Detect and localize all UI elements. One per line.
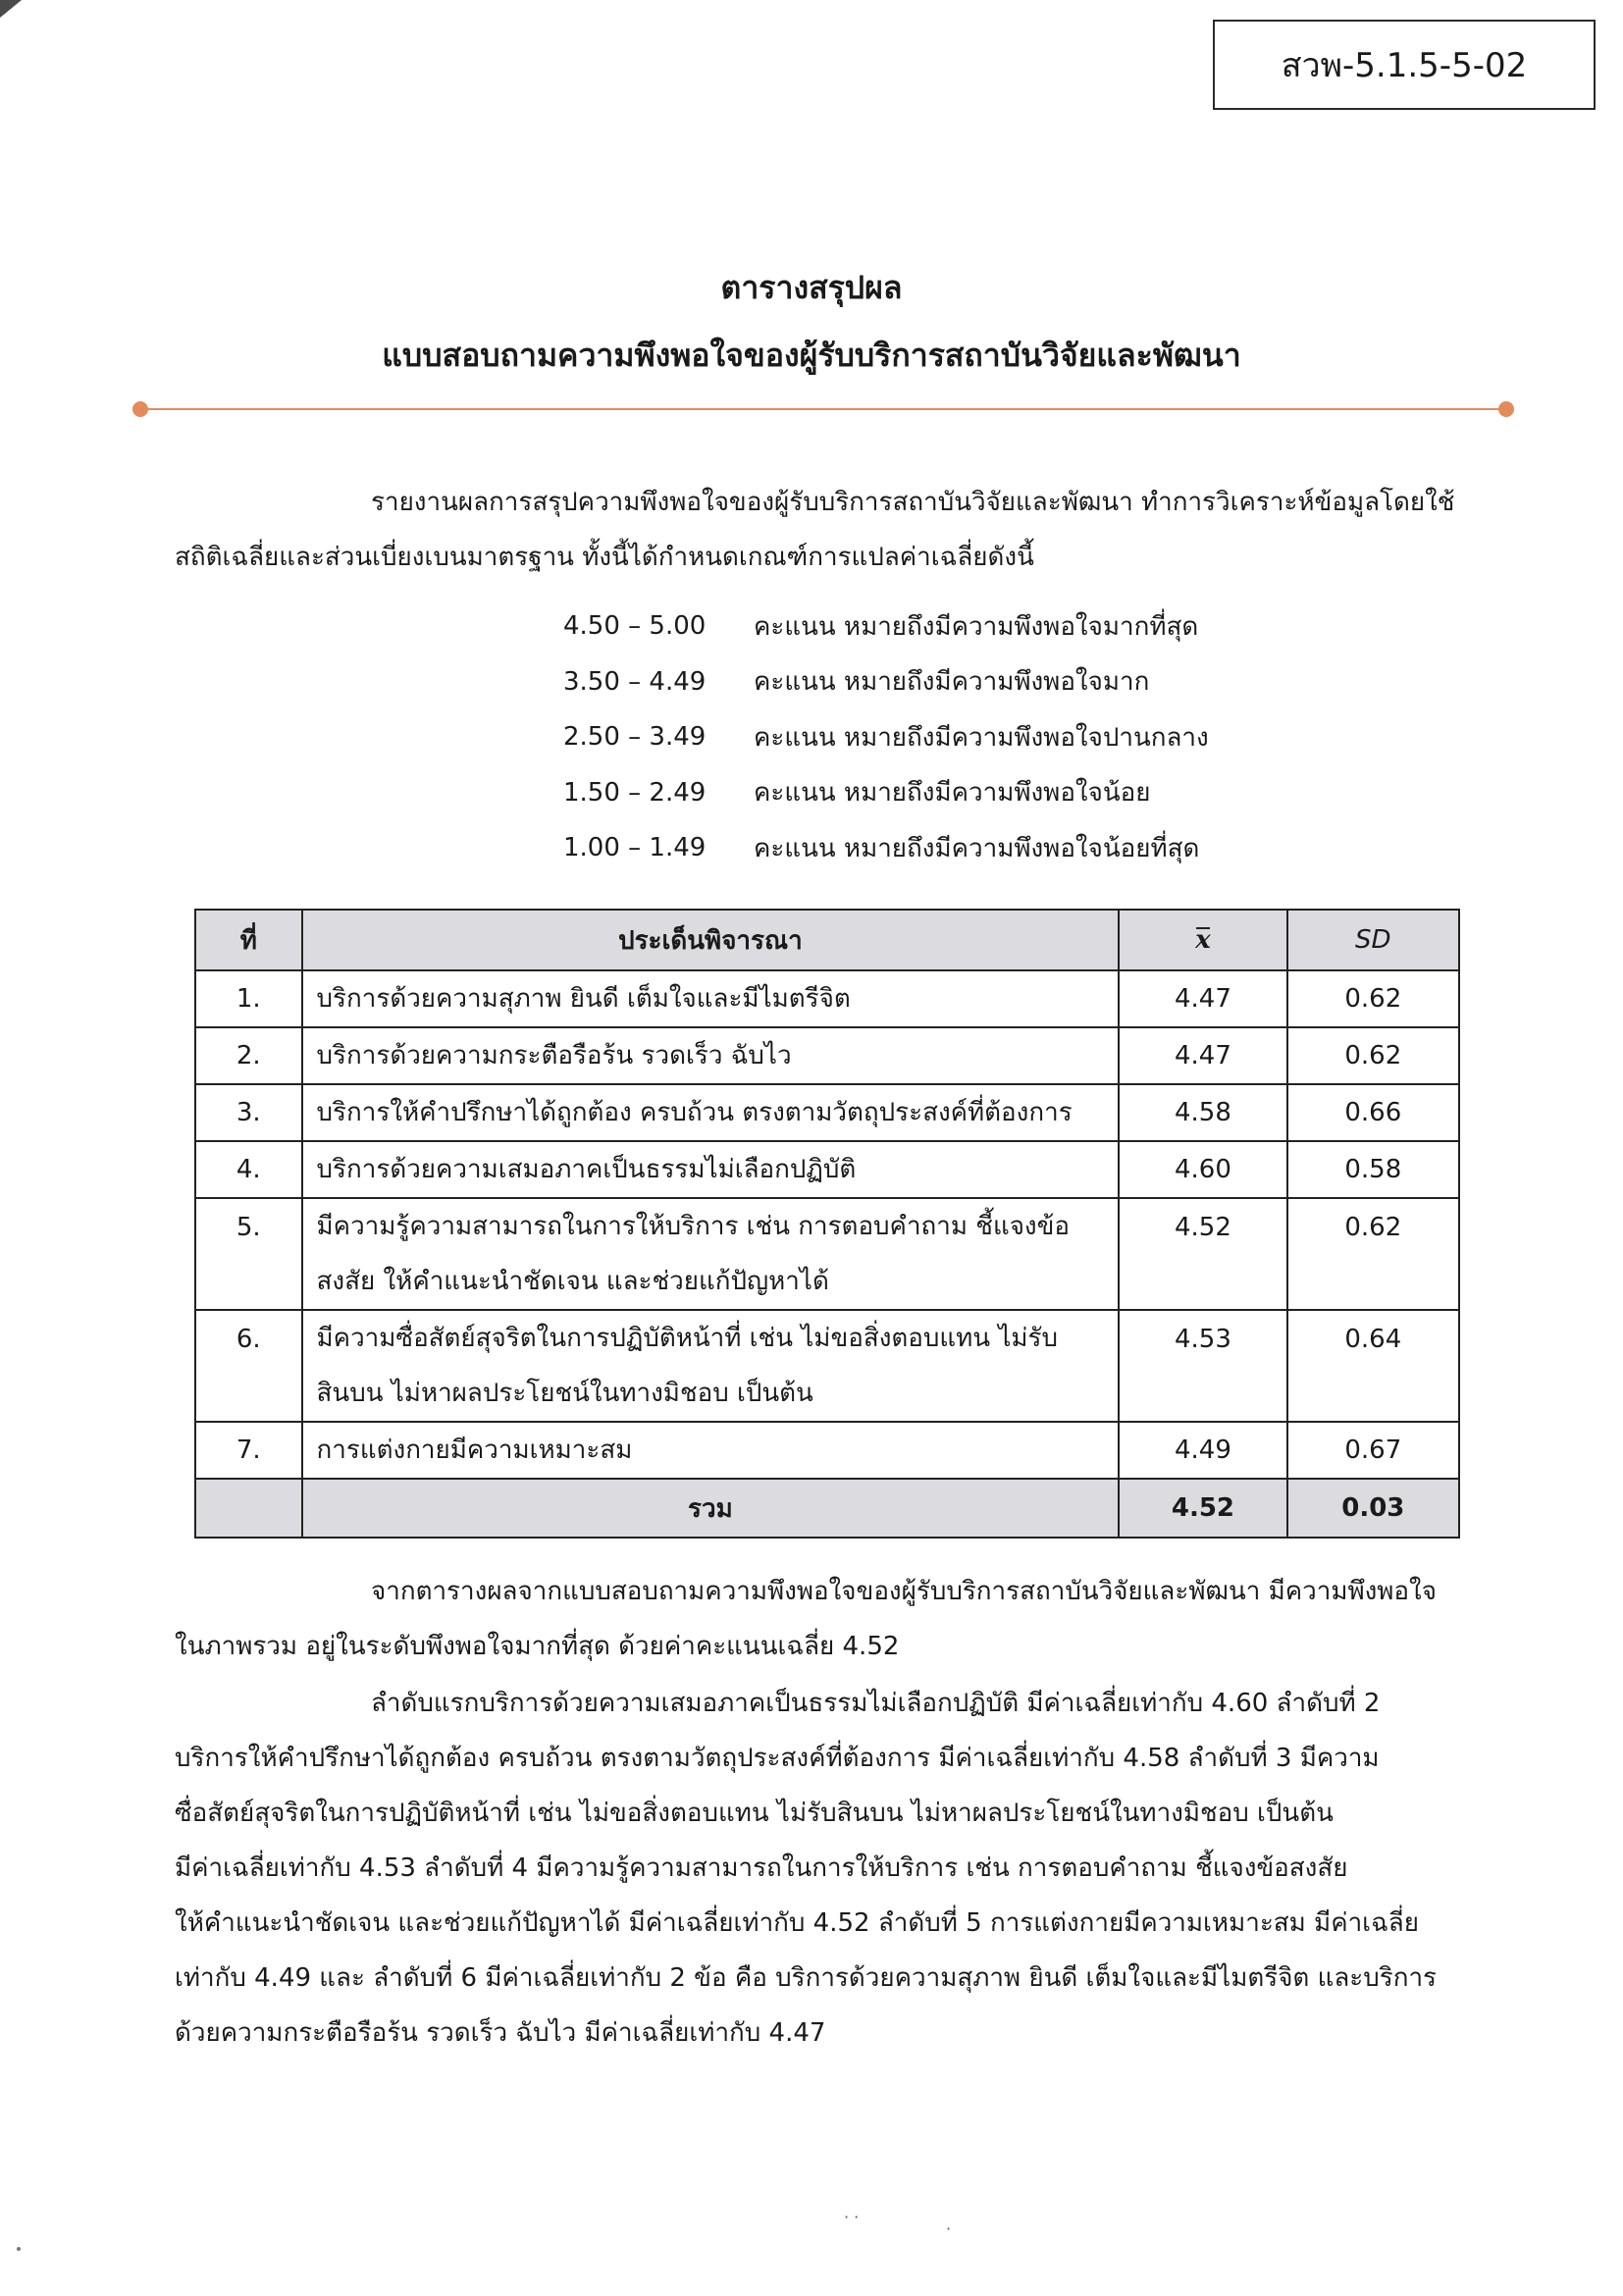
criteria-item: [563, 709, 1209, 765]
title-divider: [140, 408, 1506, 410]
criteria-meaning: คะแนน หมายถึงมีความพึงพอใจมาก: [754, 667, 1150, 698]
total-mean: 4.52: [1119, 1479, 1286, 1538]
total-sd: 0.03: [1287, 1479, 1459, 1538]
criteria-range: 4.50 – 5.00: [563, 611, 707, 642]
row-topic: [302, 970, 1120, 1027]
criteria-meaning: คะแนน หมายถึงมีความพึงพอใจน้อย: [754, 778, 1151, 809]
ranking-line: ให้คำแนะนำชัดเจน และช่วยแก้ปัญหาได้ มีค่าเฉลี่ยเท่ากับ 4.52 ลำดับที่ 5 การแต่งกายมีความเหมาะสม มีค่าเฉลี่ย: [175, 1908, 1419, 1938]
ranking-line: ด้วยความกระตือรือร้น รวดเร็ว ฉับไว มีค่าเฉลี่ยเท่ากับ 4.47: [175, 2018, 826, 2048]
criteria-range: 3.50 – 4.49: [563, 666, 707, 697]
criteria-item: [563, 820, 1209, 876]
row-mean: 4.53: [1119, 1310, 1286, 1422]
row-mean: 4.47: [1119, 1027, 1286, 1084]
document-code-box: [1213, 20, 1596, 110]
criteria-item: [563, 599, 1209, 654]
total-blank-cell: [195, 1479, 302, 1538]
row-topic: [302, 1198, 1120, 1310]
ranking-line: บริการให้คำปรึกษาได้ถูกต้อง ครบถ้วน ตรงตามวัตถุประสงค์ที่ต้องการ มีค่าเฉลี่ยเท่ากับ 4.58 ลำดับที่ 3 มีความ: [175, 1744, 1380, 1773]
intro-paragraph: [175, 475, 1509, 585]
row-topic-line: มีความรู้ความสามารถในการให้บริการ เช่น การตอบคำถาม ชี้แจงข้อ: [316, 1212, 1071, 1241]
row-mean: 4.60: [1119, 1141, 1286, 1198]
results-table: [194, 909, 1460, 1539]
row-number: 1.: [195, 970, 302, 1027]
row-sd: 0.58: [1287, 1141, 1459, 1198]
scan-speck: ·: [946, 2219, 952, 2238]
criteria-meaning: คะแนน หมายถึงมีความพึงพอใจปานกลาง: [754, 722, 1209, 753]
row-topic: [302, 1084, 1120, 1141]
header-no: ที่: [195, 910, 302, 970]
criteria-meaning: คะแนน หมายถึงมีความพึงพอใจมากที่สุด: [754, 611, 1199, 642]
row-topic-line: บริการให้คำปรึกษาได้ถูกต้อง ครบถ้วน ตรงตามวัตถุประสงค์ที่ต้องการ: [316, 1098, 1073, 1127]
row-sd: 0.62: [1287, 1198, 1459, 1310]
summary-line: จากตารางผลจากแบบสอบถามความพึงพอใจของผู้รับบริการสถาบันวิจัยและพัฒนา มีความพึงพอใจ: [371, 1577, 1437, 1606]
row-topic: [302, 1141, 1120, 1198]
row-sd: 0.64: [1287, 1310, 1459, 1422]
row-topic-line: สินบน ไม่หาผลประโยชน์ในทางมิชอบ เป็นต้น: [316, 1379, 813, 1408]
ranking-line: ลำดับแรกบริการด้วยความเสมอภาคเป็นธรรมไม่เลือกปฏิบัติ มีค่าเฉลี่ยเท่ากับ 4.60 ลำดับที่ 2: [371, 1689, 1381, 1718]
row-topic-line: มีความซื่อสัตย์สุจริตในการปฏิบัติหน้าที่ เช่น ไม่ขอสิ่งตอบแทน ไม่รับ: [316, 1324, 1059, 1353]
row-sd: 0.66: [1287, 1084, 1459, 1141]
criteria-range: 2.50 – 3.49: [563, 722, 707, 753]
ranking-line: มีค่าเฉลี่ยเท่ากับ 4.53 ลำดับที่ 4 มีความรู้ความสามารถในการให้บริการ เช่น การตอบคำถาม ชี้แจงข้อสงสัย: [175, 1853, 1348, 1883]
ranking-line: เท่ากับ 4.49 และ ลำดับที่ 6 มีค่าเฉลี่ยเท่ากับ 2 ข้อ คือ บริการด้วยความสุภาพ ยินดี เต็มใจและมีไมตรีจิต และบริการ: [175, 1963, 1438, 1993]
row-topic-line: สงสัย ให้คำแนะนำชัดเจน และช่วยแก้ปัญหาได้: [316, 1267, 829, 1296]
row-number: 2.: [195, 1027, 302, 1084]
total-label: รวม: [302, 1479, 1120, 1538]
table-row: [195, 1422, 1459, 1479]
row-topic: [302, 1422, 1120, 1479]
row-topic-line: การแต่งกายมีความเหมาะสม: [316, 1435, 633, 1465]
row-topic: [302, 1310, 1120, 1422]
scan-corner-mark: [0, 0, 22, 18]
scan-speck: [17, 2247, 21, 2251]
criteria-meaning: คะแนน หมายถึงมีความพึงพอใจน้อยที่สุด: [754, 833, 1200, 863]
criteria-range: 1.00 – 1.49: [563, 833, 707, 863]
table-total-row: [195, 1479, 1459, 1538]
criteria-list: [563, 599, 1209, 876]
table-header-row: [195, 910, 1459, 970]
row-topic-line: บริการด้วยความกระตือรือร้น รวดเร็ว ฉับไว: [316, 1041, 792, 1070]
table-row: [195, 970, 1459, 1027]
summary-line: ในภาพรวม อยู่ในระดับพึงพอใจมากที่สุด ด้วยค่าคะแนนเฉลี่ย 4.52: [175, 1632, 900, 1661]
table-row: [195, 1141, 1459, 1198]
row-sd: 0.62: [1287, 1027, 1459, 1084]
row-mean: 4.49: [1119, 1422, 1286, 1479]
criteria-item: [563, 765, 1209, 821]
table-row: [195, 1027, 1459, 1084]
row-topic-line: บริการด้วยความสุภาพ ยินดี เต็มใจและมีไมตรีจิต: [316, 984, 851, 1014]
header-topic: ประเด็นพิจารณา: [302, 910, 1120, 970]
header-mean: [1119, 910, 1286, 970]
divider-dot-right: [1498, 401, 1514, 417]
row-number: 6.: [195, 1310, 302, 1422]
intro-line: สถิติเฉลี่ยและส่วนเบี่ยงเบนมาตรฐาน ทั้งนี้ได้กำหนดเกณฑ์การแปลค่าเฉลี่ยดังนี้: [175, 543, 1034, 572]
summary-paragraph-ranking: [175, 1676, 1509, 2061]
document-subtitle: แบบสอบถามความพึงพอใจของผู้รับบริการสถาบันวิจัยและพัฒนา: [382, 337, 1241, 374]
criteria-range: 1.50 – 2.49: [563, 777, 707, 808]
table-row: [195, 1198, 1459, 1310]
row-mean: 4.47: [1119, 970, 1286, 1027]
sd-symbol: SD: [1355, 925, 1391, 955]
document-title: ตารางสรุปผล: [720, 269, 903, 306]
row-number: 3.: [195, 1084, 302, 1141]
row-sd: 0.62: [1287, 970, 1459, 1027]
row-mean: 4.52: [1119, 1198, 1286, 1310]
row-topic-line: บริการด้วยความเสมอภาคเป็นธรรมไม่เลือกปฏิบัติ: [316, 1155, 857, 1184]
document-code: สวพ-5.1.5-5-02: [1281, 46, 1528, 85]
table-row: [195, 1310, 1459, 1422]
row-sd: 0.67: [1287, 1422, 1459, 1479]
row-number: 4.: [195, 1141, 302, 1198]
ranking-line: ซื่อสัตย์สุจริตในการปฏิบัติหน้าที่ เช่น ไม่ขอสิ่งตอบแทน ไม่รับสินบน ไม่หาผลประโยชน์ในทางมิชอบ เป็นต้น: [175, 1799, 1334, 1828]
criteria-item: [563, 654, 1209, 710]
table-row: [195, 1084, 1459, 1141]
header-sd: [1287, 910, 1459, 970]
row-number: 5.: [195, 1198, 302, 1310]
summary-paragraph-overall: [175, 1564, 1509, 1674]
intro-line: รายงานผลการสรุปความพึงพอใจของผู้รับบริการสถาบันวิจัยและพัฒนา ทำการวิเคราะห์ข้อมูลโดยใช้: [371, 488, 1455, 517]
row-number: 7.: [195, 1422, 302, 1479]
scan-speck: · ·: [844, 2208, 860, 2226]
mean-symbol: x: [1195, 925, 1211, 955]
row-topic: [302, 1027, 1120, 1084]
row-mean: 4.58: [1119, 1084, 1286, 1141]
